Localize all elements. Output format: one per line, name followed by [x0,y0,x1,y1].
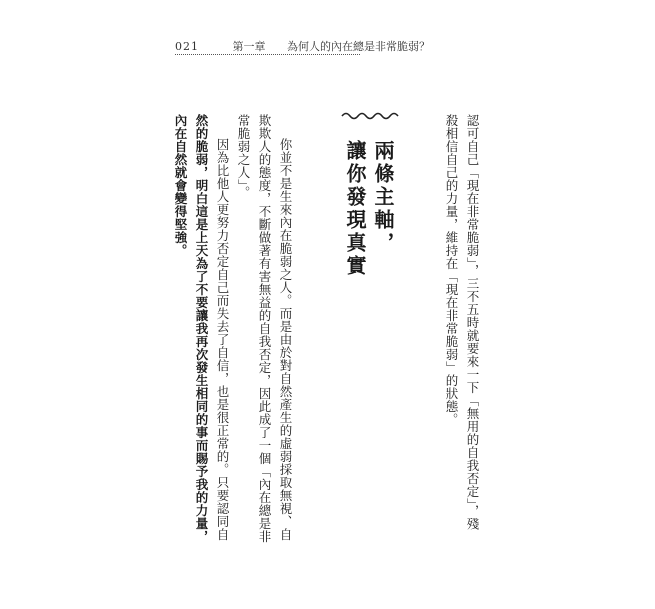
page-header [175,38,430,54]
wave-ornament-icon [340,110,400,122]
text-column-2: 殺相信自己的力量，維持在「現在非常脆弱」的狀態。 [444,114,459,426]
text-column-7: 然的脆弱，明白這是上天為了不要讓我再次發生相同的事而賜予我的力量， [194,114,209,543]
chapter-title: 為何人的內在總是非常脆弱？ [287,40,430,53]
chapter-label: 第一章 [232,40,266,53]
page-number: 021 [175,40,199,53]
section-heading-line-2: 讓你發現真實 [343,140,367,278]
text-column-5: 常脆弱之人」。 [236,114,251,199]
text-column-6: 因為比他人更努力否定自己而失去了自信，也是很正常的。只要認同自 [215,138,230,541]
header-divider [175,54,360,55]
text-column-1: 認可自己「現在非常脆弱」，三不五時就要來一下「無用的自我否定」，殘 [465,114,480,531]
text-column-8: 內在自然就會變得堅強。 [173,114,188,257]
text-column-4: 欺欺人的態度，不斷做著有害無益的自我否定，因此成了一個「內在總是非 [257,114,272,543]
text-column-3: 你並不是生來內在脆弱之人。而是由於對自然產生的虛弱採取無視、自 [278,138,293,541]
section-heading-line-1: 兩條主軸， [371,140,395,255]
